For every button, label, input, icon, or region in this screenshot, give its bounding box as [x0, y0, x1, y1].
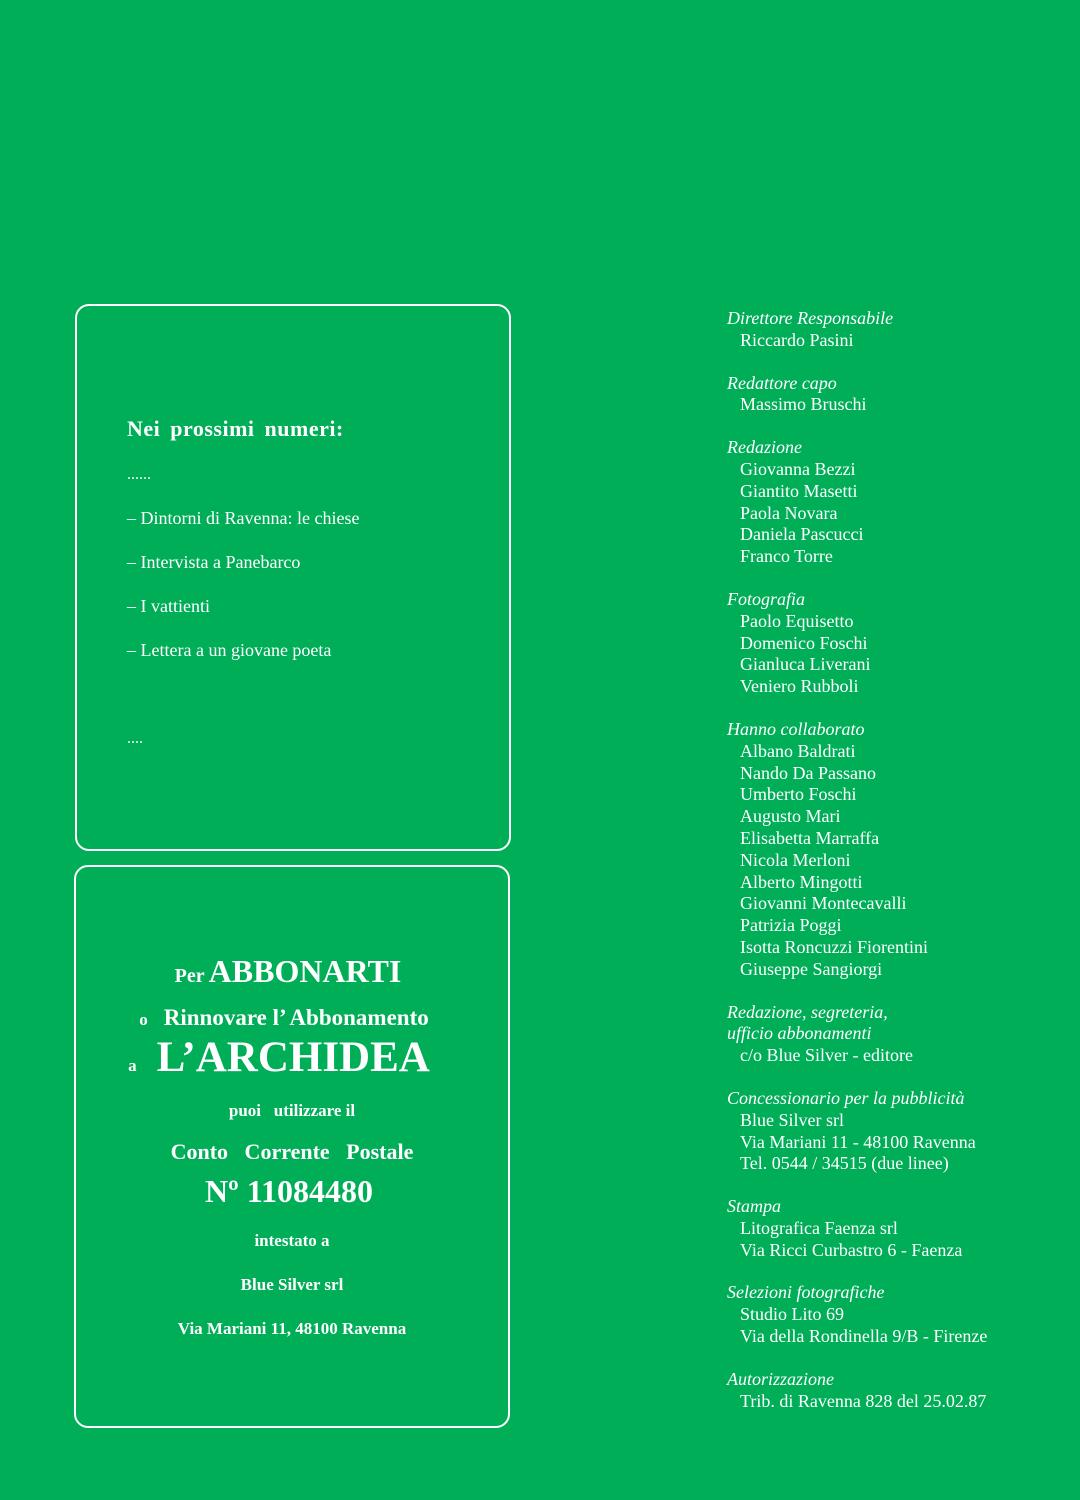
masthead-entry: Massimo Bruschi — [740, 394, 867, 415]
masthead-role-label: Autorizzazione — [727, 1368, 835, 1389]
renew-text: Rinnovare l’ Abbonamento — [163, 1005, 429, 1030]
masthead-entry: c/o Blue Silver - editore — [740, 1045, 913, 1066]
upcoming-heading: Nei prossimi numeri: — [127, 416, 344, 441]
intestato-text: intestato a — [254, 1231, 330, 1250]
masthead-entry: Franco Torre — [740, 546, 833, 567]
upcoming-dots-top: ...... — [127, 466, 151, 483]
masthead-section — [727, 719, 1067, 981]
masthead-entry: Trib. di Ravenna 828 del 25.02.87 — [740, 1390, 987, 1411]
renew-line — [60, 1005, 508, 1031]
account-number: Nº 11084480 — [205, 1173, 373, 1209]
masthead-entry: Giantito Masetti — [740, 480, 858, 501]
magazine-line — [50, 1033, 508, 1082]
masthead-entry: Litografica Faenza srl — [740, 1217, 898, 1238]
a-word: a — [128, 1056, 137, 1075]
masthead-section — [727, 308, 1067, 352]
masthead-section — [727, 589, 1067, 698]
masthead-entry: Nando Da Passano — [740, 762, 876, 783]
per-word: Per — [174, 965, 205, 987]
masthead-role-label: Fotografia — [727, 588, 806, 609]
subscribe-title-line — [68, 953, 508, 990]
masthead-entry: Studio Lito 69 — [740, 1304, 845, 1325]
abbonarti-word: ABBONARTI — [208, 953, 402, 989]
masthead-entry: Paola Novara — [740, 502, 838, 523]
masthead-section — [727, 373, 1067, 417]
masthead-entry: Daniela Pascucci — [740, 524, 864, 545]
masthead-role-label: Redazione, segreteria, — [727, 1001, 888, 1022]
masthead-entry: Giuseppe Sangiorgi — [740, 958, 883, 979]
masthead-entry: Blue Silver srl — [740, 1109, 844, 1130]
masthead-credits — [727, 308, 1067, 1433]
puoi-text: puoi utilizzare il — [228, 1101, 356, 1120]
upcoming-item: – I vattienti — [127, 596, 210, 616]
masthead-section — [727, 1196, 1067, 1261]
masthead-role-label: ufficio abbonamenti — [727, 1023, 872, 1044]
company-address: Via Mariani 11, 48100 Ravenna — [177, 1319, 407, 1338]
masthead-entry: Giovanna Bezzi — [740, 458, 856, 479]
masthead-section — [727, 1369, 1067, 1413]
upcoming-item: – Lettera a un giovane poeta — [127, 640, 332, 660]
masthead-section — [727, 1002, 1067, 1067]
masthead-role-label: Redazione — [727, 437, 802, 458]
masthead-role-label: Selezioni fotografiche — [727, 1282, 885, 1303]
conto-corrente-text: Conto Corrente Postale — [170, 1139, 414, 1164]
masthead-entry: Domenico Foschi — [740, 632, 868, 653]
masthead-role-label: Redattore capo — [727, 372, 837, 393]
upcoming-item: – Dintorni di Ravenna: le chiese — [127, 508, 360, 528]
masthead-entry: Riccardo Pasini — [740, 329, 854, 350]
o-word: o — [139, 1010, 148, 1029]
masthead-entry: Via Mariani 11 - 48100 Ravenna — [740, 1131, 976, 1152]
masthead-entry: Via Ricci Curbastro 6 - Faenza — [740, 1239, 963, 1260]
masthead-entry: Alberto Mingotti — [740, 871, 863, 892]
masthead-role-label: Hanno collaborato — [727, 718, 865, 739]
masthead-section — [727, 1282, 1067, 1347]
masthead-role-label: Stampa — [727, 1196, 781, 1217]
masthead-entry: Nicola Merloni — [740, 849, 851, 870]
masthead-entry: Patrizia Poggi — [740, 915, 842, 936]
upcoming-item: – Intervista a Panebarco — [127, 552, 301, 572]
masthead-section — [727, 1088, 1067, 1175]
masthead-entry: Tel. 0544 / 34515 (due linee) — [740, 1153, 949, 1174]
company-name: Blue Silver srl — [240, 1275, 344, 1294]
masthead-entry: Elisabetta Marraffa — [740, 827, 880, 848]
masthead-entry: Paolo Equisetto — [740, 610, 854, 631]
masthead-entry: Via della Rondinella 9/B - Firenze — [740, 1326, 988, 1347]
masthead-entry: Augusto Mari — [740, 806, 841, 827]
masthead-section — [727, 437, 1067, 568]
masthead-entry: Veniero Rubboli — [740, 676, 859, 697]
masthead-entry: Umberto Foschi — [740, 784, 857, 805]
upcoming-dots-bottom: .... — [127, 730, 143, 747]
subscription-box — [74, 865, 510, 1428]
magazine-name: L’ARCHIDEA — [156, 1034, 430, 1081]
masthead-entry: Gianluca Liverani — [740, 654, 871, 675]
masthead-entry: Albano Baldrati — [740, 740, 856, 761]
upcoming-issues-box — [75, 304, 511, 851]
masthead-entry: Isotta Roncuzzi Fiorentini — [740, 936, 928, 957]
masthead-entry: Giovanni Montecavalli — [740, 893, 907, 914]
masthead-role-label: Direttore Responsabile — [727, 308, 894, 328]
masthead-role-label: Concessionario per la pubblicità — [727, 1087, 965, 1108]
